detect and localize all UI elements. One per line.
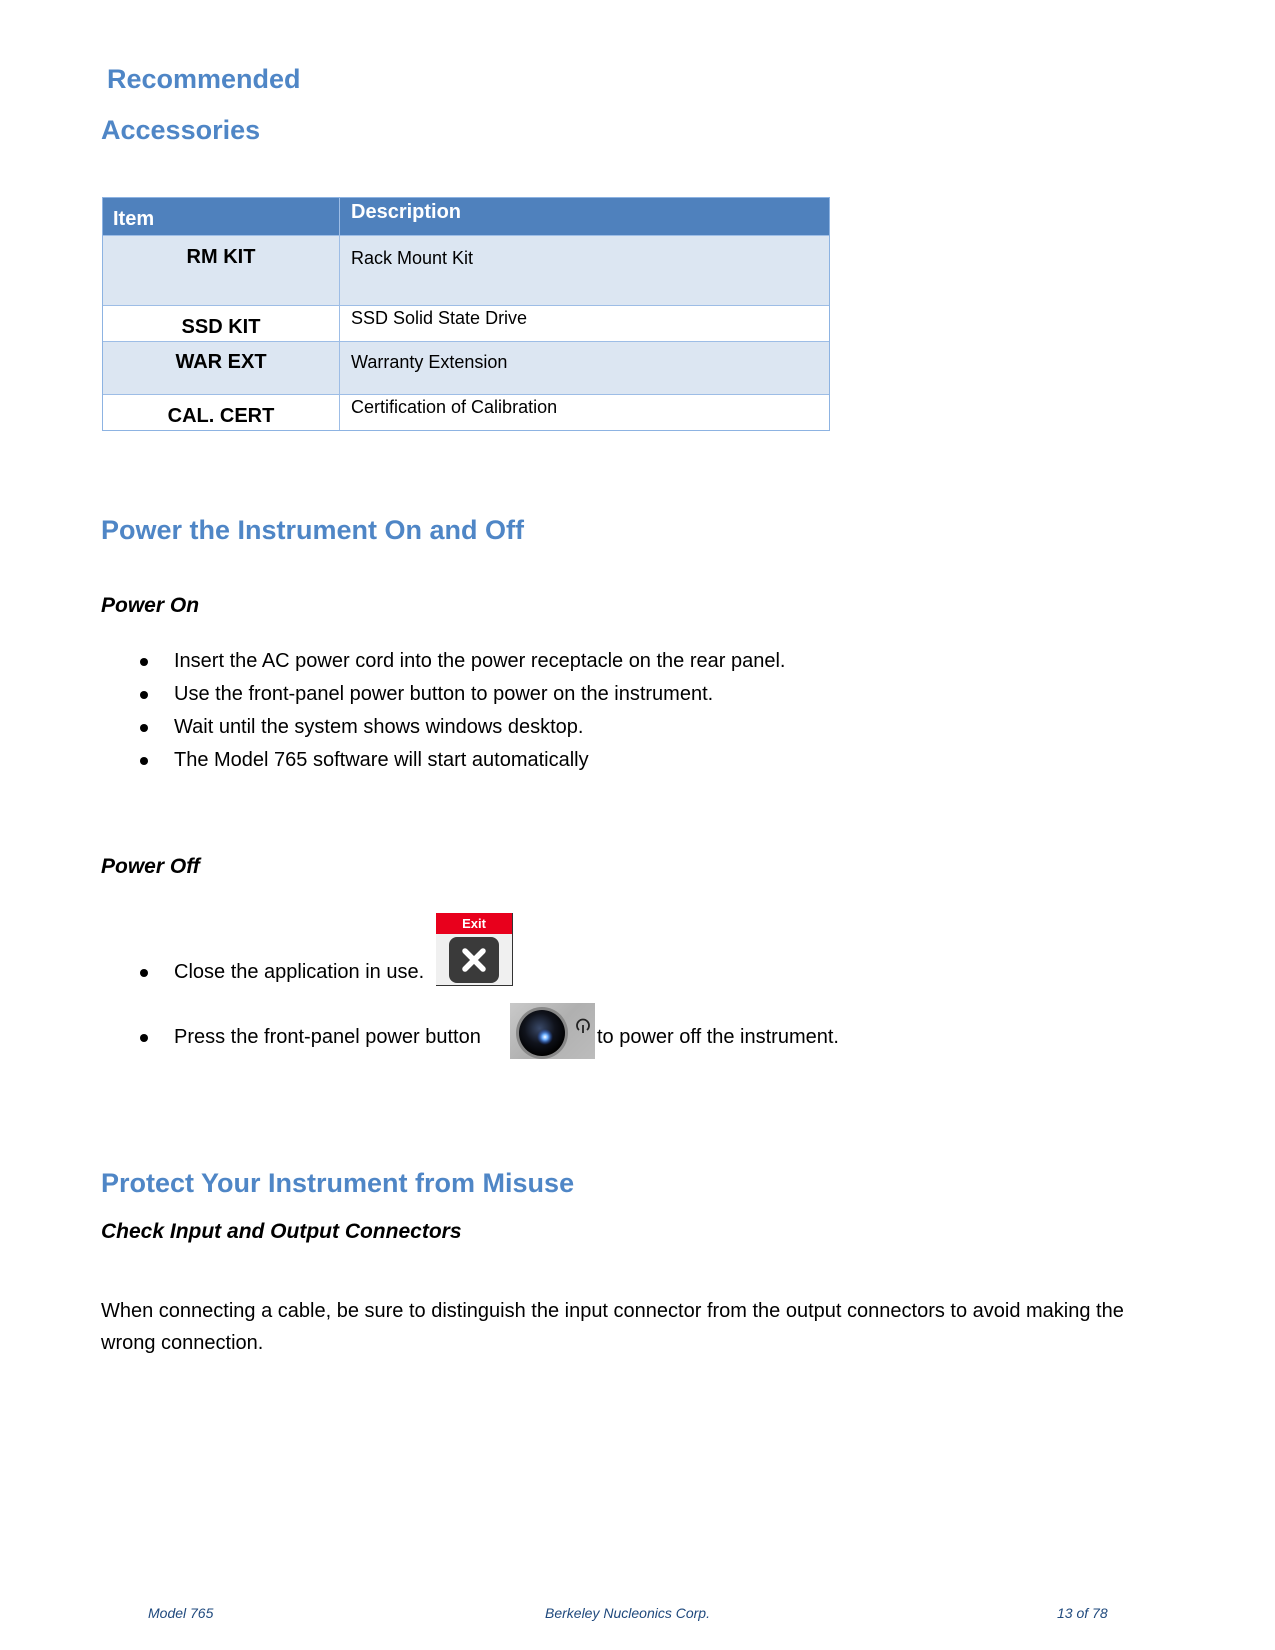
table-item-text: WAR EXT — [175, 351, 267, 373]
table-header-item — [103, 198, 340, 235]
subheading-connectors: Check Input and Output Connectors — [101, 1220, 462, 1243]
table-cell-description — [340, 342, 829, 394]
table-row — [103, 235, 829, 305]
bullet-dot — [140, 757, 148, 765]
list-item-text: Wait until the system shows windows desktop. — [174, 716, 584, 738]
exit-button-image — [436, 913, 513, 986]
table-description-text: Certification of Calibration — [351, 397, 558, 417]
table-row — [103, 305, 829, 341]
bullet-dot — [140, 691, 148, 699]
table-row — [103, 341, 829, 394]
table-header-description — [340, 198, 829, 235]
table-cell-item — [103, 342, 340, 394]
paragraph-line-1: When connecting a cable, be sure to distinguish the input connector from the output connectors to avoid making the — [101, 1300, 1124, 1322]
table-cell-description — [340, 395, 829, 430]
accessories-table — [102, 197, 830, 431]
list-item-text: The Model 765 software will start automatically — [174, 749, 589, 771]
list-item — [140, 716, 583, 739]
list-item — [140, 961, 424, 984]
bullet-dot — [140, 969, 148, 977]
list-item-text-pre: Press the front-panel power button — [174, 1026, 481, 1048]
table-cell-description — [340, 236, 829, 305]
list-item — [140, 1026, 481, 1049]
table-cell-item — [103, 395, 340, 430]
footer-model: Model 765 — [148, 1605, 214, 1621]
table-row — [103, 394, 829, 430]
power-button-photo — [510, 1003, 595, 1059]
heading-power: Power the Instrument On and Off — [101, 515, 525, 545]
table-cell-item — [103, 306, 340, 341]
subheading-power-off: Power Off — [101, 855, 200, 878]
footer-company: Berkeley Nucleonics Corp. — [545, 1605, 710, 1621]
table-item-text: SSD KIT — [181, 316, 261, 338]
table-header-description-label: Description — [351, 201, 462, 223]
table-header-item-label: Item — [113, 208, 155, 230]
exit-label: Exit — [436, 913, 512, 934]
table-cell-item — [103, 236, 340, 305]
subheading-power-on: Power On — [101, 594, 200, 617]
power-symbol-icon — [577, 1020, 589, 1033]
table-description-text: Warranty Extension — [351, 352, 508, 372]
list-item — [140, 650, 785, 673]
close-x-icon — [449, 937, 499, 983]
list-item — [140, 749, 589, 772]
heading-protect: Protect Your Instrument from Misuse — [101, 1168, 575, 1198]
paragraph-line-2: wrong connection. — [101, 1332, 264, 1354]
table-description-text: SSD Solid State Drive — [351, 308, 528, 328]
bullet-dot — [140, 1034, 148, 1042]
table-cell-description — [340, 306, 829, 341]
table-description-text: Rack Mount Kit — [351, 248, 474, 268]
list-item-text: Insert the AC power cord into the power receptacle on the rear panel. — [174, 650, 786, 672]
bullet-dot — [140, 724, 148, 732]
table-header-row — [103, 198, 829, 235]
table-item-text: RM KIT — [186, 246, 256, 268]
footer-page-number: 13 of 78 — [1057, 1605, 1108, 1621]
bullet-dot — [140, 658, 148, 666]
table-item-text: CAL. CERT — [167, 405, 275, 427]
list-item-text-post: to power off the instrument. — [597, 1026, 839, 1048]
heading-accessories: Accessories — [101, 115, 261, 145]
list-item-text: Close the application in use. — [174, 961, 425, 983]
list-item-text: Use the front-panel power button to power on the instrument. — [174, 683, 714, 705]
list-item — [140, 683, 713, 706]
heading-recommended: Recommended — [107, 64, 301, 94]
